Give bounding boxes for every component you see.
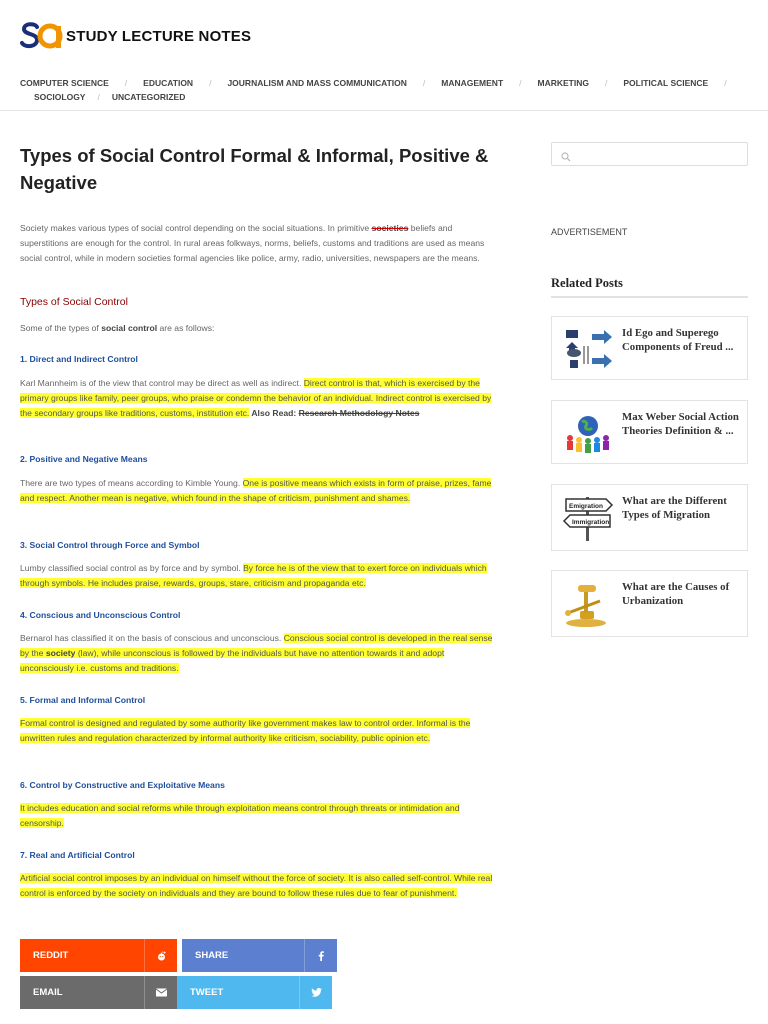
section-7-heading: 7. Real and Artificial Control [20,850,135,860]
related-post-title[interactable]: What are the Causes of Urbanization [622,581,730,607]
related-post-card[interactable] [551,400,748,464]
nav-management[interactable]: MANAGEMENT [441,78,504,88]
section-5-heading: 5. Formal and Informal Control [20,695,146,705]
section-4-text: Bernarol has classified it on the basis of conscious and unconscious. Conscious social control is developed in the real sense by the society (law), while unconscious is followed by the individuals but have no attention towards it and adopt unconsciously i.e. customs and traditions. [20,633,493,673]
section-1-heading: 1. Direct and Indirect Control [20,354,138,364]
gold-justice-icon [562,579,614,629]
nav-journalism[interactable]: JOURNALISM AND MASS COMMUNICATION [227,78,407,88]
related-post-card[interactable] [551,570,748,637]
section-7-text: Artificial social control imposes by an individual on himself without the force of society. It is also called self-control. While real control is enforced by the society on individuals and they are bound to follow these rules due to fear of punishment. [20,873,493,898]
advertisement-label: ADVERTISEMENT [551,227,628,237]
related-post-title[interactable]: Id Ego and Superego Components of Freud ... [622,327,734,353]
article [20,142,500,266]
types-intro: Some of the types of social control are as follows: [20,323,215,333]
site-logo[interactable] [20,20,251,52]
logo-mark-icon [20,20,64,52]
nav-education[interactable]: EDUCATION [143,78,194,88]
section-2-heading: 2. Positive and Negative Means [20,454,148,464]
related-post-card[interactable] [551,316,748,380]
email-share-button[interactable]: EMAIL [20,976,177,1009]
emigration-sign-text: Emigration [569,503,603,510]
reddit-share-button[interactable]: REDDIT [20,939,177,972]
research-methodology-link[interactable]: Research Methodology Notes [298,408,420,418]
section-3-heading: 3. Social Control through Force and Symbol [20,540,200,550]
globe-people-icon [562,408,614,458]
twitter-icon [299,976,332,1009]
related-post-title[interactable]: Max Weber Social Action Theories Definition & ... [622,411,739,437]
related-post-card[interactable] [551,484,748,551]
envelope-icon [144,976,177,1009]
site-name: STUDY LECTURE NOTES [66,27,252,45]
intro-paragraph: Society makes various types of social control depending on the social situations. In primitive societies beliefs and superstitions are enough for the control. In rural areas folkways, norms, beliefs, customs and traditions are used as means social control, while in modern societies formal agencies like police, army, radio, universities, newspapers are the means. [20,223,485,263]
signpost-icon [562,493,614,543]
section-6-text: It includes education and social reforms while through exploitation means control through threats or intimidation and censorship. [20,803,460,828]
search-icon [561,149,571,159]
section-3-text: Lumby classified social control as by force and by symbol. By force he is of the view that to exert force on individuals which through symbols. He includes praise, rewards, groups, stare, criticism and propaganda etc. [20,563,487,588]
related-posts-divider [551,296,748,298]
nav-marketing[interactable]: MARKETING [537,78,589,88]
facebook-share-button[interactable]: SHARE [182,939,337,972]
nav-political-science[interactable]: POLITICAL SCIENCE [623,78,709,88]
section-1-text: Karl Mannheim is of the view that control may be direct as well as indirect. Direct control is that, which is exercised by the primary groups like family, peer groups, who praise or condemn the behavior of an individual. Indirect control is exercised by the secondary groups like traditions, customs, institution etc. Also Read: Research Methodology Notes [20,378,492,418]
section-2-text: There are two types of means according to Kimble Young. One is positive means which exists in form of praise, prizes, fame and respect. Another mean is negative, which found in the shape of criticism, punishment and shames. [20,478,492,503]
nav-computer-science[interactable]: COMPUTER SCIENCE [20,78,109,88]
section-4-heading: 4. Conscious and Unconscious Control [20,610,181,620]
types-heading: Types of Social Control [20,296,128,308]
related-post-title[interactable]: What are the Different Types of Migration [622,495,727,521]
related-posts-title: Related Posts [551,276,623,290]
header-divider [0,110,768,111]
section-5-text: Formal control is designed and regulated by some authority like government makes law to control order. Informal is the unwritten rules and regulation characterized by informal authority like criticism, sociability, public opinion etc. [20,718,471,743]
nav-uncategorized[interactable]: UNCATEGORIZED [111,92,186,102]
nav-sociology[interactable]: SOCIOLOGY [34,92,86,102]
section-6-heading: 6. Control by Constructive and Exploitative Means [20,780,225,790]
facebook-icon [304,939,337,972]
search-box [551,142,748,166]
page-title: Types of Social Control Formal & Informal, Positive & Negative [20,145,489,193]
immigration-sign-text: Immigration [572,519,610,526]
twitter-share-button[interactable]: TWEET [177,976,332,1009]
ego-diagram-icon [562,324,614,374]
societies-link[interactable]: societies [371,223,409,233]
search-input[interactable] [576,145,741,163]
reddit-icon [144,939,177,972]
main-navigation: COMPUTER SCIENCE / EDUCATION / JOURNALISM AND MASS COMMUNICATION / MANAGEMENT / MARKETING / POLITICAL SCIENCE / SOCIOLOGY / UNCATEGORIZED [20,78,727,102]
